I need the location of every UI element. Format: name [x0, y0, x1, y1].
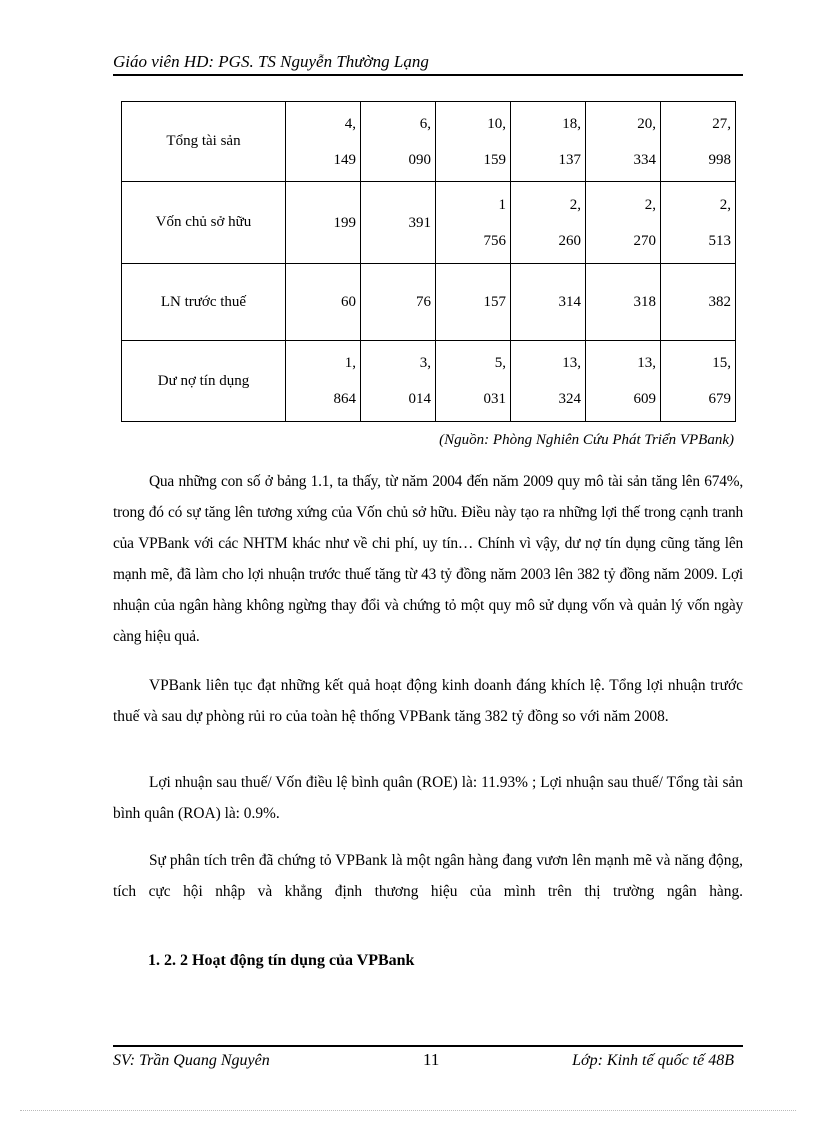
cell-value-part: 2, [644, 196, 656, 213]
cell-value-part: 18, [562, 115, 581, 132]
cell-value-part: 15, [712, 355, 731, 371]
cell-value-part: 10, [487, 115, 506, 132]
table-cell [661, 102, 736, 182]
table-row [122, 102, 736, 182]
table-cell [661, 264, 736, 341]
cell-value-part: 382 [708, 294, 731, 310]
footer-rule [113, 1045, 743, 1047]
cell-value-part: 270 [633, 232, 656, 249]
row-label: LN trước thuế [122, 264, 286, 341]
cell-value-part: 137 [558, 151, 581, 168]
table-cell [586, 182, 661, 264]
cell-value-part: 513 [708, 232, 731, 249]
financial-table [121, 101, 736, 422]
cell-value-part: 014 [408, 391, 431, 407]
table-cell [511, 182, 586, 264]
table-cell [661, 341, 736, 422]
page-edge-dotted-line [20, 1110, 796, 1111]
table-cell [286, 341, 361, 422]
table-row [122, 341, 736, 422]
table-source: (Nguồn: Phòng Nghiên Cứu Phát Triển VPBank) [439, 432, 734, 448]
header-rule [113, 74, 743, 76]
table-cell [586, 102, 661, 182]
table-cell [436, 341, 511, 422]
table-cell [511, 264, 586, 341]
table-cell [436, 264, 511, 341]
row-label: Vốn chủ sở hữu [122, 182, 286, 264]
cell-value-part: 13, [637, 355, 656, 371]
cell-value-part: 1, [344, 355, 356, 371]
table-cell [436, 102, 511, 182]
cell-value-part: 6, [419, 115, 431, 132]
paragraph-2: VPBank liên tục đạt những kết quả hoạt động kinh doanh đáng khích lệ. Tổng lợi nhuận trước thuế và sau dự phòng rủi ro của toàn hệ thống VPBank tăng 382 tỷ đồng so với năm 2008. [113, 677, 743, 725]
footer-class: Lớp: Kinh tế quốc tế 48B [572, 1052, 734, 1069]
table-cell [436, 182, 511, 264]
cell-value-part: 324 [558, 391, 581, 407]
cell-value-part: 1 [498, 196, 506, 213]
cell-value-part: 27, [712, 115, 731, 132]
table-cell [361, 264, 436, 341]
cell-value-part: 391 [408, 214, 431, 231]
cell-value-part: 609 [633, 391, 656, 407]
footer-student: SV: Trần Quang Nguyên [113, 1052, 270, 1069]
table-cell [361, 182, 436, 264]
cell-value-part: 864 [333, 391, 356, 407]
cell-value-part: 2, [569, 196, 581, 213]
cell-value-part: 159 [483, 151, 506, 168]
cell-value-part: 20, [637, 115, 656, 132]
cell-value-part: 314 [558, 294, 581, 310]
table-cell [361, 341, 436, 422]
cell-value-part: 260 [558, 232, 581, 249]
table-cell [661, 182, 736, 264]
cell-value-part: 334 [633, 151, 656, 168]
cell-value-part: 318 [633, 294, 656, 310]
cell-value-part: 756 [483, 232, 506, 249]
table-cell [286, 102, 361, 182]
cell-value-part: 998 [708, 151, 731, 168]
page-header: Giáo viên HD: PGS. TS Nguyễn Thường Lạng [113, 52, 429, 71]
table-row [122, 182, 736, 264]
row-label: Dư nợ tín dụng [122, 341, 286, 422]
table-cell [286, 182, 361, 264]
cell-value-part: 031 [483, 391, 506, 407]
paragraph-3: Lợi nhuận sau thuế/ Vốn điều lệ bình quân (ROE) là: 11.93% ; Lợi nhuận sau thuế/ Tổng tài sản bình quân (ROA) là: 0.9%. [113, 774, 743, 822]
cell-value-part: 3, [419, 355, 431, 371]
cell-value-part: 13, [562, 355, 581, 371]
paragraph-4: Sự phân tích trên đã chứng tỏ VPBank là một ngân hàng đang vươn lên mạnh mẽ và năng động, tích cực hội nhập và khẳng định thương hiệu của mình trên thị trường ngân hàng. [113, 852, 743, 900]
table-row [122, 264, 736, 341]
table-cell [361, 102, 436, 182]
cell-value-part: 199 [333, 214, 356, 231]
paragraph-1: Qua những con số ở bảng 1.1, ta thấy, từ năm 2004 đến năm 2009 quy mô tài sản tăng lên 674%, trong đó có sự tăng lên tương xứng của Vốn chủ sở hữu. Điều này tạo ra những lợi thế trong cạnh tranh của VPBank với các NHTM khác như về chi phí, uy tín… Chính vì vậy, dư nợ tín dụng cũng tăng lên mạnh mẽ, đã làm cho lợi nhuận trước thuế tăng từ 43 tỷ đồng năm 2003 lên 382 tỷ đồng năm 2009. Lợi nhuận của ngân hàng không ngừng thay đổi và chứng tỏ một quy mô sử dụng vốn và quản lý vốn ngày càng hiệu quả. [113, 473, 743, 645]
cell-value-part: 157 [483, 294, 506, 310]
cell-value-part: 149 [333, 151, 356, 168]
table-cell [511, 341, 586, 422]
table-cell [511, 102, 586, 182]
cell-value-part: 090 [408, 151, 431, 168]
table-cell [586, 341, 661, 422]
table-cell [286, 264, 361, 341]
cell-value-part: 2, [719, 196, 731, 213]
row-label: Tổng tài sản [122, 102, 286, 182]
cell-value-part: 679 [708, 391, 731, 407]
page-number: 11 [423, 1050, 440, 1069]
section-heading: 1. 2. 2 Hoạt động tín dụng của VPBank [148, 952, 415, 969]
cell-value-part: 60 [341, 294, 356, 310]
cell-value-part: 76 [416, 294, 431, 310]
cell-value-part: 5, [494, 355, 506, 371]
cell-value-part: 4, [344, 115, 356, 132]
table-cell [586, 264, 661, 341]
